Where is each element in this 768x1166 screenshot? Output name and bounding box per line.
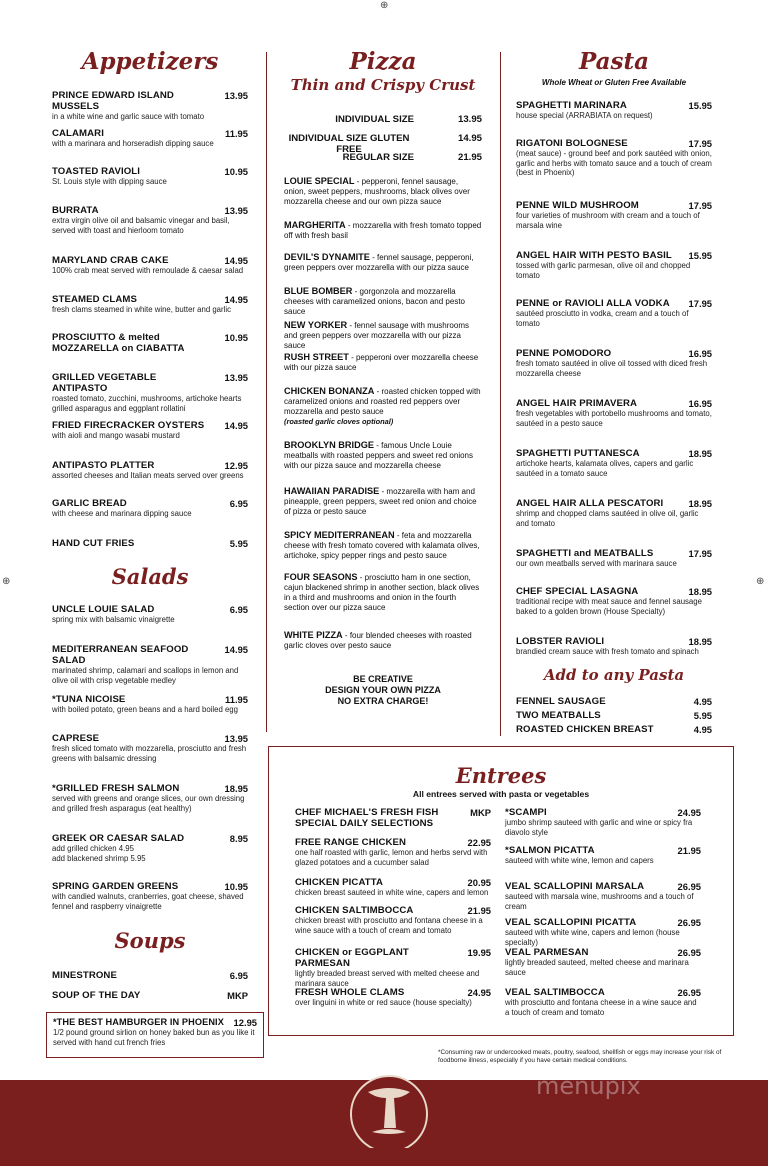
salad-item-desc: add grilled chicken 4.95 add blackened shrimp 5.95 <box>52 844 146 863</box>
entree-item-name: VEAL SCALLOPINI PICATTA <box>505 917 637 928</box>
appetizer-item-price: 14.95 <box>224 420 248 431</box>
addon-item <box>516 710 712 721</box>
logo-emblem <box>344 1062 434 1148</box>
appetizer-item-name: BURRATA <box>52 205 99 216</box>
pasta-section <box>516 48 712 738</box>
appetizer-item-desc: 100% crab meat served with remoulade & caesar salad <box>52 266 244 275</box>
pizza-item-desc: - roasted chicken topped with caramelized onions and roasted red peppers over mozzarella and pesto sauce <box>284 387 481 416</box>
entree-item-desc: lightly breaded sauteed, melted cheese and marinara sauce <box>505 958 689 977</box>
entree-item-price: 24.95 <box>467 987 491 998</box>
appetizer-item <box>52 372 248 413</box>
salad-item <box>52 604 248 625</box>
burger-item <box>53 1017 257 1047</box>
appetizer-item <box>52 498 248 519</box>
pasta-item-name: ANGEL HAIR WITH PESTO BASIL <box>516 250 672 261</box>
appetizer-item-desc: with a marinara and horseradish dipping sauce <box>52 139 214 148</box>
addon-name: TWO MEATBALLS <box>516 710 601 721</box>
pizza-size-row <box>284 133 482 155</box>
salad-item-price: 8.95 <box>229 833 248 844</box>
entree-item-name: CHICKEN SALTIMBOCCA <box>295 905 414 916</box>
entree-item-desc: jumbo shrimp sauteed with garlic and wine or spicy fra diavolo style <box>505 818 693 837</box>
pasta-item-price: 17.95 <box>688 138 712 149</box>
appetizer-item-name: ANTIPASTO PLATTER <box>52 460 155 471</box>
salad-item <box>52 694 248 715</box>
pasta-item-desc: (meat sauce) - ground beef and pork sautéed with onion, garlic and herbs with tomato sauce and a touch of cream (best in Phoenix) <box>516 149 712 178</box>
soup-item-price: MKP <box>227 990 248 1001</box>
pizza-title: Pizza <box>349 48 417 75</box>
entree-item <box>505 917 701 947</box>
creative-line: DESIGN YOUR OWN PIZZA <box>325 685 441 695</box>
appetizer-item <box>52 128 248 149</box>
appetizer-item-name: CALAMARI <box>52 128 104 139</box>
salad-item-desc: fresh sliced tomato with mozzarella, prosciutto and fresh greens with balsamic dressing <box>52 744 247 763</box>
pasta-subtitle: Whole Wheat or Gluten Free Available <box>541 78 687 87</box>
salad-item-name: SPRING GARDEN GREENS <box>52 881 179 892</box>
appetizer-item-price: 13.95 <box>224 90 248 101</box>
salad-item <box>52 783 248 813</box>
pasta-item-price: 16.95 <box>688 398 712 409</box>
salad-item-desc: served with greens and orange slices, our own dressing and grilled fresh asparagus (eat healthy) <box>52 794 245 813</box>
entree-item-price: 26.95 <box>677 917 701 928</box>
creative-line: BE CREATIVE <box>353 674 413 684</box>
pizza-item <box>284 630 482 651</box>
salad-item <box>52 733 248 763</box>
salad-item-name: CAPRESE <box>52 733 100 744</box>
watermark: menupix <box>536 1072 641 1100</box>
entree-item <box>295 987 491 1008</box>
pasta-item-desc: traditional recipe with meat sauce and fennel sausage baked to a golden brown (House Specialty) <box>516 597 702 616</box>
appetizer-item-desc: with cheese and marinara dipping sauce <box>52 509 192 518</box>
soup-item <box>52 970 248 981</box>
appetizer-item-name: MARYLAND CRAB CAKE <box>52 255 169 266</box>
appetizer-item-desc: roasted tomato, zucchini, mushrooms, artichoke hearts grilled asparagus and eggplant rollatini <box>52 394 242 413</box>
appetizer-item <box>52 420 248 441</box>
pasta-item-name: LOBSTER RAVIOLI <box>516 636 605 647</box>
entree-item-price: 19.95 <box>467 947 491 958</box>
salad-item-desc: with candied walnuts, cranberries, goat cheese, shaved fennel and raspberry vinaigrette <box>52 892 244 911</box>
entree-item-name: CHEF MICHAEL'S FRESH FISH SPECIAL DAILY SELECTIONS <box>295 807 439 829</box>
pizza-item-name: NEW YORKER <box>284 320 348 330</box>
salad-item-desc: spring mix with balsamic vinaigrette <box>52 615 175 624</box>
pasta-item-name: PENNE WILD MUSHROOM <box>516 200 639 211</box>
entree-item-price: 26.95 <box>677 947 701 958</box>
entree-item <box>505 947 701 977</box>
pasta-item <box>516 138 712 178</box>
column-divider-left <box>266 52 267 732</box>
registration-mark-top: ⊕ <box>380 0 389 11</box>
pasta-item-name: CHEF SPECIAL LASAGNA <box>516 586 639 597</box>
soup-item <box>52 990 248 1001</box>
pasta-item-desc: fresh tomato sautéed in olive oil tossed with diced fresh mozzarella cheese <box>516 359 708 378</box>
soups-title: Soups <box>114 928 186 953</box>
pizza-item-name: WHITE PIZZA <box>284 630 343 640</box>
pasta-item-desc: our own meatballs served with marinara sauce <box>516 559 677 568</box>
footer-band <box>0 1072 768 1166</box>
entree-item-name: FRESH WHOLE CLAMS <box>295 987 405 998</box>
entree-item-desc: over linguini in white or red sauce (house specialty) <box>295 998 472 1007</box>
pasta-item <box>516 636 712 657</box>
pizza-item <box>284 352 482 373</box>
addon-item <box>516 724 712 735</box>
entree-item-price: MKP <box>470 807 491 818</box>
appetizer-item-price: 10.95 <box>224 332 248 343</box>
pasta-item-name: PENNE POMODORO <box>516 348 612 359</box>
entree-item-desc: sauteed with white wine, lemon and capers <box>505 856 654 865</box>
pizza-item-desc: - mozzarella with ham and pineapple, green peppers, sweet red onion and choice of pizza or pesto sauce <box>284 487 477 516</box>
pizza-item-desc: - feta and mozzarella cheese with fresh tomato covered with kalamata olives, artichoke, spicy pepper rings and pesto sauce <box>284 531 480 560</box>
pasta-item-name: SPAGHETTI PUTTANESCA <box>516 448 640 459</box>
pizza-item-name: HAWAIIAN PARADISE <box>284 486 380 496</box>
pizza-item-name: DEVIL'S DYNAMITE <box>284 252 370 262</box>
soups-section <box>52 928 248 1008</box>
appetizer-item <box>52 538 248 549</box>
pasta-item-name: PENNE or RAVIOLI ALLA VODKA <box>516 298 670 309</box>
soup-item-name: SOUP OF THE DAY <box>52 990 141 1001</box>
appetizer-item-desc: extra virgin olive oil and balsamic vinegar and basil, served with toast and hierloom tomato <box>52 216 230 235</box>
salad-item-price: 14.95 <box>224 644 248 655</box>
pasta-item-desc: shrimp and chopped clams sautéed in olive oil, garlic and tomato <box>516 509 699 528</box>
entree-item-price: 26.95 <box>677 987 701 998</box>
pasta-item-desc: artichoke hearts, kalamata olives, capers and garlic sautéed in a tomato sauce <box>516 459 694 478</box>
entree-item-desc: chicken breast with prosciutto and fontana cheese in a wine sauce with a touch of cream and tomato <box>295 916 483 935</box>
pizza-item-name: RUSH STREET <box>284 352 349 362</box>
registration-mark-right: ⊕ <box>756 576 765 587</box>
pizza-item <box>284 572 482 613</box>
appetizers-section <box>52 48 248 568</box>
appetizer-item-name: PROSCIUTTO & melted MOZZARELLA on CIABATTA <box>52 332 185 354</box>
entrees-subtitle: All entrees served with pasta or vegetables <box>412 789 590 799</box>
appetizer-item-name: GRILLED VEGETABLE ANTIPASTO <box>52 372 157 394</box>
entree-item-price: 24.95 <box>677 807 701 818</box>
pizza-size-name: REGULAR SIZE <box>342 152 414 163</box>
salads-title: Salads <box>111 564 189 589</box>
entrees-box <box>268 746 734 1036</box>
appetizer-item-name: HAND CUT FRIES <box>52 538 135 549</box>
burger-desc: 1/2 pound ground sirlion on honey baked bun as you like it served with hand cut french fries <box>53 1028 255 1047</box>
pasta-item-price: 16.95 <box>688 348 712 359</box>
entree-item-name: *SALMON PICATTA <box>505 845 595 856</box>
entree-item <box>295 837 491 867</box>
pizza-item <box>284 530 482 561</box>
appetizer-item <box>52 294 248 315</box>
pasta-item <box>516 498 712 528</box>
salad-item-name: *TUNA NICOISE <box>52 694 126 705</box>
pizza-item <box>284 440 482 471</box>
appetizer-item-desc: in a white wine and garlic sauce with tomato <box>52 112 205 121</box>
pizza-item-name: FOUR SEASONS <box>284 572 358 582</box>
addon-name: ROASTED CHICKEN BREAST <box>516 724 654 735</box>
entree-item-name: VEAL PARMESAN <box>505 947 589 958</box>
entree-item <box>505 807 701 837</box>
pasta-item-desc: house special (ARRABIATA on request) <box>516 111 653 120</box>
pasta-item-desc: tossed with garlic parmesan, olive oil and chopped tomato <box>516 261 691 280</box>
appetizer-item-desc: assorted cheeses and Italian meats served over greens <box>52 471 244 480</box>
appetizer-item-price: 14.95 <box>224 294 248 305</box>
salad-item <box>52 833 248 863</box>
pizza-item-name: LOUIE SPECIAL <box>284 176 355 186</box>
creative-line: NO EXTRA CHARGE! <box>337 696 429 706</box>
salad-item-price: 10.95 <box>224 881 248 892</box>
pasta-item <box>516 100 712 121</box>
addon-price: 4.95 <box>693 724 712 735</box>
appetizer-item <box>52 255 248 276</box>
burger-price: 12.95 <box>233 1017 257 1028</box>
salad-item-price: 11.95 <box>225 694 248 705</box>
salad-item-name: MEDITERRANEAN SEAFOOD SALAD <box>52 644 189 666</box>
pizza-item-desc: - mozzarella with fresh tomato topped off with fresh basil <box>284 221 482 240</box>
pasta-item <box>516 298 712 328</box>
pizza-size-name: INDIVIDUAL SIZE <box>335 114 414 125</box>
appetizer-item-desc: fresh clams steamed in white wine, butter and garlic <box>52 305 231 314</box>
burger-box <box>46 1012 264 1058</box>
pasta-item-name: ANGEL HAIR PRIMAVERA <box>516 398 638 409</box>
addons-title: Add to any Pasta <box>543 666 685 684</box>
appetizer-item-name: STEAMED CLAMS <box>52 294 137 305</box>
pasta-item-price: 18.95 <box>688 448 712 459</box>
pasta-item-price: 18.95 <box>688 498 712 509</box>
disclaimer: *Consuming raw or undercooked meats, poultry, seafood, shellfish or eggs may increase your risk of foodborne illness, especially if you have certain medical conditions. <box>438 1049 722 1064</box>
appetizer-item-name: TOASTED RAVIOLI <box>52 166 141 177</box>
appetizer-item-price: 5.95 <box>229 538 248 549</box>
pizza-size-row <box>284 114 482 133</box>
entree-item-desc: lightly breaded breast served with melted cheese and marinara sauce <box>295 969 480 988</box>
pasta-item <box>516 348 712 378</box>
pasta-item-name: ANGEL HAIR ALLA PESCATORI <box>516 498 664 509</box>
pasta-item-desc: sautéed prosciutto in vodka, cream and a touch of tomato <box>516 309 689 328</box>
salad-item-desc: with boiled potato, green beans and a hard boiled egg <box>52 705 238 714</box>
pasta-item-price: 18.95 <box>688 636 712 647</box>
entree-item <box>505 987 701 1017</box>
registration-mark-left: ⊕ <box>2 576 11 587</box>
entree-item-name: FREE RANGE CHICKEN <box>295 837 407 848</box>
entree-item-price: 22.95 <box>467 837 491 848</box>
pizza-item-desc: - prosciutto ham in one section, cajun blackened shrimp in another section, black olives in a third and mushrooms and onion in the fourth section over our pizza sauce <box>284 573 480 612</box>
appetizer-item-price: 11.95 <box>225 128 248 139</box>
entree-item <box>295 947 491 988</box>
appetizer-item-price: 14.95 <box>224 255 248 266</box>
addon-item <box>516 696 712 707</box>
pasta-item-desc: four varieties of mushroom with cream and a touch of marsala wine <box>516 211 700 230</box>
pasta-item-price: 17.95 <box>688 200 712 211</box>
appetizer-item-desc: St. Louis style with dipping sauce <box>52 177 167 186</box>
pizza-size-name: INDIVIDUAL SIZE GLUTEN FREE <box>288 133 410 155</box>
pizza-item <box>284 252 482 273</box>
appetizer-item-price: 12.95 <box>224 460 248 471</box>
entree-item-price: 21.95 <box>677 845 701 856</box>
pizza-section <box>284 48 482 728</box>
entree-item-name: CHICKEN PICATTA <box>295 877 384 888</box>
pasta-item-price: 15.95 <box>688 250 712 261</box>
pasta-item <box>516 200 712 230</box>
entree-item <box>505 845 701 866</box>
pizza-item-name: MARGHERITA <box>284 220 346 230</box>
pizza-item-name: CHICKEN BONANZA <box>284 386 375 396</box>
appetizer-item-name: GARLIC BREAD <box>52 498 127 509</box>
entree-item-price: 21.95 <box>467 905 491 916</box>
pasta-item-desc: brandied cream sauce with fresh tomato and spinach <box>516 647 699 656</box>
pasta-item-name: RIGATONI BOLOGNESE <box>516 138 628 149</box>
salads-section <box>52 564 248 924</box>
appetizer-item <box>52 166 248 187</box>
salad-item-price: 18.95 <box>224 783 248 794</box>
addon-price: 4.95 <box>693 696 712 707</box>
appetizers-title: Appetizers <box>81 48 219 75</box>
pasta-item-desc: fresh vegetables with portobello mushrooms and tomato, sautéed in a pesto sauce <box>516 409 712 428</box>
entree-item-name: VEAL SCALLOPINI MARSALA <box>505 881 645 892</box>
entree-item-desc: one half roasted with garlic, lemon and herbs servd with glazed potatoes and a cucumber salad <box>295 848 488 867</box>
pasta-item <box>516 398 712 428</box>
appetizer-item-desc: with aioli and mango wasabi mustard <box>52 431 180 440</box>
salad-item-price: 13.95 <box>224 733 248 744</box>
appetizer-item-price: 13.95 <box>224 372 248 383</box>
pizza-item-name: SPICY MEDITERRANEAN <box>284 530 395 540</box>
pasta-item-price: 17.95 <box>688 298 712 309</box>
pasta-item-price: 17.95 <box>688 548 712 559</box>
appetizer-item-price: 10.95 <box>224 166 248 177</box>
soup-item-name: MINESTRONE <box>52 970 117 981</box>
pizza-item <box>284 176 482 207</box>
pasta-item <box>516 586 712 616</box>
entree-item-desc: with prosciutto and fontana cheese in a wine sauce and a touch of cream and tomato <box>505 998 697 1017</box>
pasta-item <box>516 250 712 280</box>
pasta-item <box>516 548 712 569</box>
entree-item-price: 20.95 <box>467 877 491 888</box>
pizza-item-desc: - famous Uncle Louie meatballs with roasted peppers and sweet red onions with our pizza sauce and mozzarella cheese <box>284 441 473 470</box>
appetizer-item-name: FRIED FIRECRACKER OYSTERS <box>52 420 205 431</box>
salad-item <box>52 644 248 685</box>
salad-item-price: 6.95 <box>229 604 248 615</box>
entree-item <box>295 905 491 935</box>
burger-name: *THE BEST HAMBURGER IN PHOENIX <box>53 1017 224 1027</box>
pizza-item-desc: - gorgonzola and mozzarella cheeses with caramelized onions, bacon and pesto sauce <box>284 287 465 316</box>
pizza-item-desc: - pepperoni over mozzarella cheese with our pizza sauce <box>284 353 479 372</box>
appetizer-item-name: PRINCE EDWARD ISLAND MUSSELS <box>52 90 174 112</box>
pasta-item <box>516 448 712 478</box>
pizza-size-row <box>284 152 482 171</box>
pizza-size-price: 13.95 <box>457 114 482 125</box>
salad-item-name: GREEK OR CAESAR SALAD <box>52 833 185 844</box>
pizza-item-desc: - four blended cheeses with roasted garlic cloves over pesto sauce <box>284 631 472 650</box>
pasta-title: Pasta <box>578 48 650 75</box>
pizza-size-price: 14.95 <box>457 133 482 144</box>
salad-item-name: *GRILLED FRESH SALMON <box>52 783 180 794</box>
entrees-title: Entrees <box>455 763 547 788</box>
column-divider-right <box>500 52 501 736</box>
entree-item <box>295 807 491 829</box>
pizza-item-desc: - pepperoni, fennel sausage, onion, sweet peppers, mushrooms, black olives over mozzarella cheese and our own pizza sauce <box>284 177 470 206</box>
entree-item-desc: chicken breast sauteed in white wine, capers and lemon <box>295 888 489 897</box>
entree-item-desc: sauteed with marsala wine, mushrooms and a touch of cream <box>505 892 694 911</box>
pizza-item-desc: - fennel sausage with mushrooms and green peppers over mozzarella with our pizza sauce <box>284 321 469 350</box>
pizza-item-name: BLUE BOMBER <box>284 286 353 296</box>
pizza-item <box>284 220 482 241</box>
pizza-size-price: 21.95 <box>457 152 482 163</box>
pizza-sizes <box>284 114 482 171</box>
entree-item-name: VEAL SALTIMBOCCA <box>505 987 605 998</box>
pizza-item <box>284 386 482 427</box>
appetizer-item-price: 6.95 <box>229 498 248 509</box>
pizza-item <box>284 286 482 317</box>
entree-item-price: 26.95 <box>677 881 701 892</box>
appetizer-item <box>52 205 248 235</box>
pizza-item <box>284 486 482 517</box>
pizza-item-name: BROOKLYN BRIDGE <box>284 440 375 450</box>
appetizer-item <box>52 332 248 354</box>
addon-price: 5.95 <box>693 710 712 721</box>
entree-item-name: *SCAMPI <box>505 807 547 818</box>
appetizer-item <box>52 90 248 122</box>
entree-item-name: CHICKEN or EGGPLANT PARMESAN <box>295 947 409 969</box>
pasta-item-name: SPAGHETTI MARINARA <box>516 100 627 111</box>
addon-name: FENNEL SAUSAGE <box>516 696 606 707</box>
pasta-item-name: SPAGHETTI and MEATBALLS <box>516 548 654 559</box>
pasta-item-price: 15.95 <box>688 100 712 111</box>
pizza-subtitle: Thin and Crispy Crust <box>290 76 476 94</box>
entree-item <box>295 877 491 898</box>
salad-item <box>52 881 248 911</box>
pizza-item-desc: - fennel sausage, pepperoni, green peppers over mozzarella with our pizza sauce <box>284 253 474 272</box>
pasta-item-price: 18.95 <box>688 586 712 597</box>
pizza-item-note: (roasted garlic cloves optional) <box>284 417 394 426</box>
salad-item-name: UNCLE LOUIE SALAD <box>52 604 155 615</box>
appetizer-item-price: 13.95 <box>224 205 248 216</box>
pizza-creative-note <box>284 674 482 707</box>
appetizer-item <box>52 460 248 481</box>
entree-item <box>505 881 701 911</box>
entree-item-desc: sauteed with white wine, capers and lemon (house specialty) <box>505 928 680 947</box>
salad-item-desc: marinated shrimp, calamari and scallops in lemon and olive oil with crisp vegetable medley <box>52 666 239 685</box>
pizza-item <box>284 320 482 351</box>
soup-item-price: 6.95 <box>229 970 248 981</box>
